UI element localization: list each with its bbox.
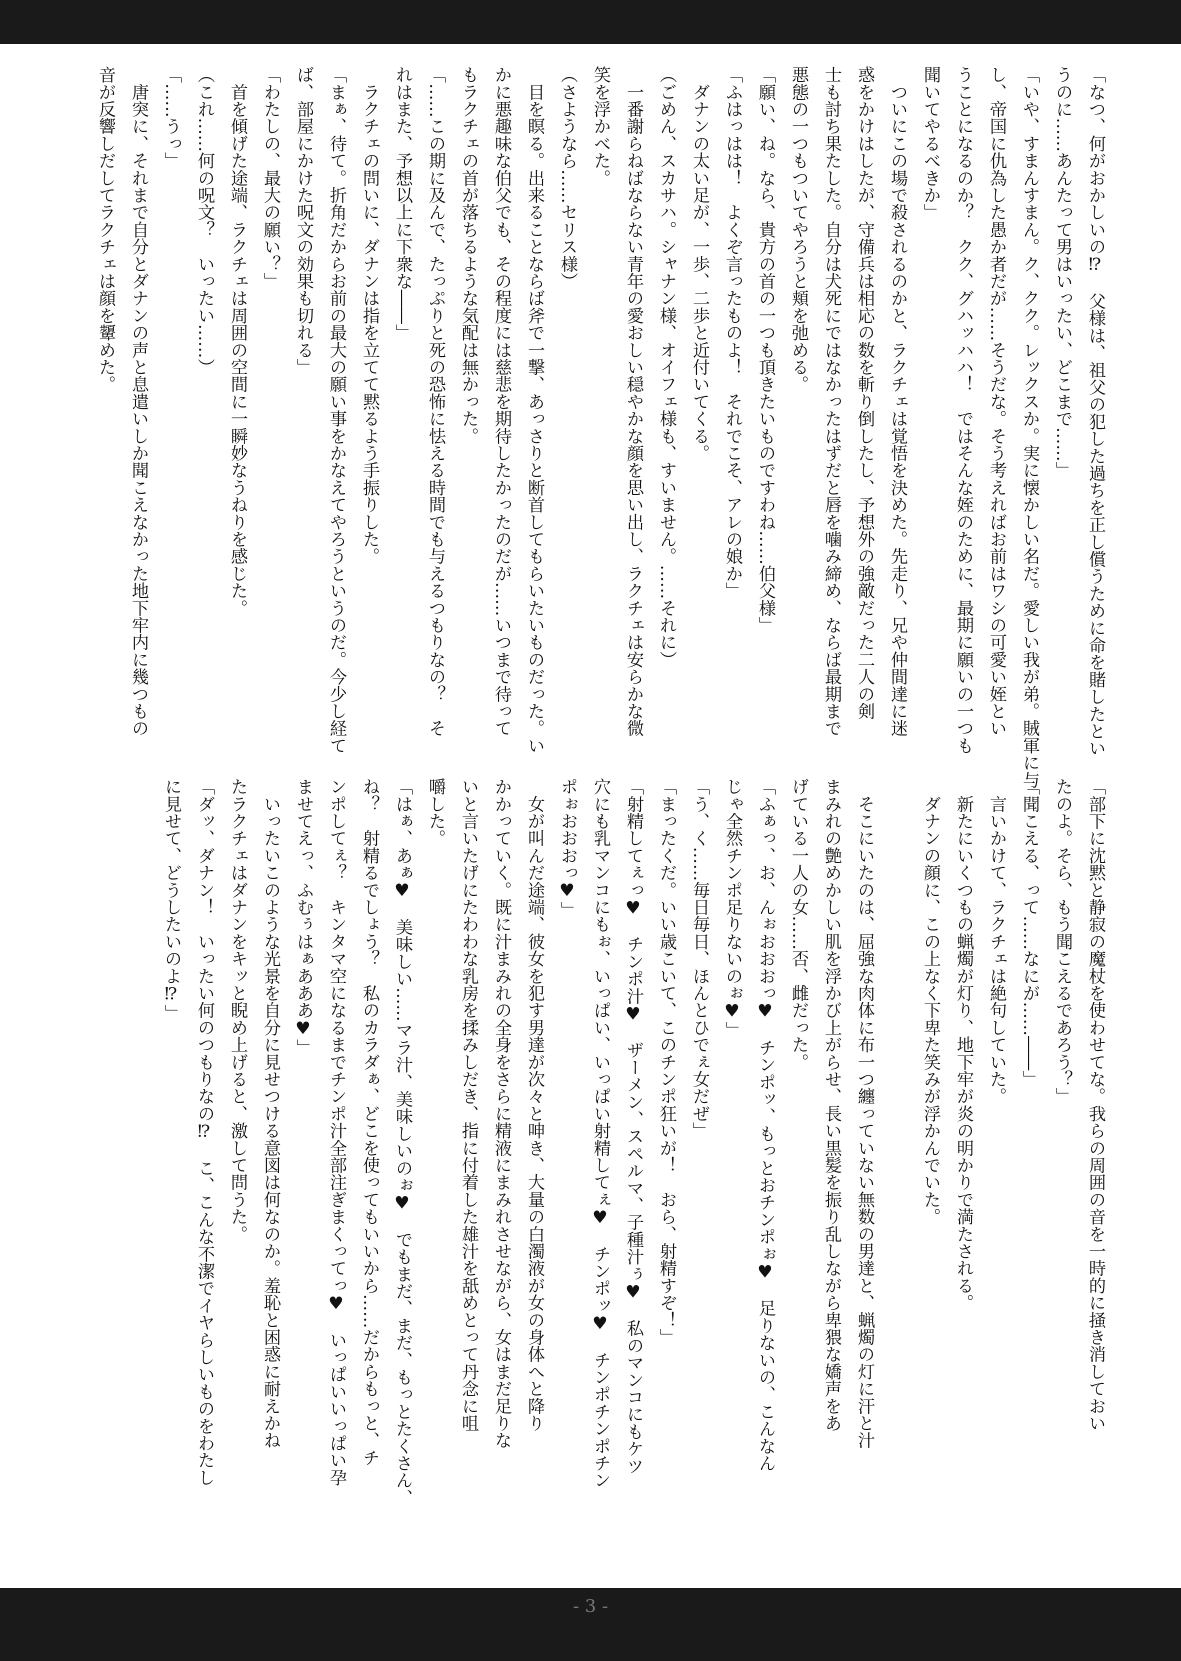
- text-column: もラクチェの首が落ちるような気配は無かった。: [458, 66, 478, 445]
- text-block-upper: [88, 66, 1111, 789]
- text-column: に見せて、どうしたいのよ⁉」: [161, 778, 181, 1022]
- text-column: 「聞こえる、って……なにが……――」: [1019, 778, 1039, 1088]
- text-column: げている一人の女……否、雌だった。: [788, 778, 808, 1071]
- text-column: うのに……あんたって男はいったい、どこまで……」: [1052, 66, 1072, 479]
- text-column: し、帝国に仇為した愚か者だが……そうだな。そう考えればお前はワシの可愛い姪とい: [986, 66, 1006, 737]
- text-column: 「……うっ」: [161, 66, 181, 170]
- text-column: まみれの艶めかしい肌を浮かび上がらせ、長い黒髪を振り乱しながら卑猥な嬌声をあ: [821, 778, 841, 1432]
- text-column: いったいこのような光景を自分に見せつける意図は何なのか。羞恥と困惑に耐えかね: [260, 778, 280, 1449]
- text-column: 士も討ち果たした。自分は犬死にではなかったはずだと唇を噛み締め、ならば最期まで: [821, 66, 841, 737]
- text-column: 穴にも乳マンコにもぉ、いっぱい、いっぱい射精してぇ♥ チンポッ♥ チンポチンポチン: [590, 778, 610, 1489]
- text-column: [880, 778, 913, 1428]
- page-number: - 3 -: [572, 1596, 609, 1617]
- text-column: ついにこの場で殺されるのかと、ラクチェは覚悟を決めた。先走り、兄や仲間達に迷: [887, 66, 907, 737]
- text-column: 「射精してぇっ♥ チンポ汁♥ ザーメン、スペルマ、子種汁ぅ♥ 私のマンコにもケツ: [623, 778, 643, 1475]
- text-column: 嚼した。: [425, 778, 445, 847]
- text-column: 聞いてやるべきか」: [920, 66, 940, 221]
- text-column: 目を瞑る。出来ることならば斧で一撃、あっさりと断首してもらいたいものだった。い: [524, 66, 544, 754]
- text-column: 音が反響しだしてラクチェは顔を顰めた。: [95, 66, 115, 393]
- text-column: 笑を浮かべた。: [590, 66, 610, 187]
- text-column: ポぉおおおっ♥」: [557, 778, 577, 919]
- scan-border-top: [0, 0, 1181, 44]
- text-block-lower: [154, 778, 1111, 1506]
- text-column: ダナンの太い足が、一歩、二歩と近付いてくる。: [689, 66, 709, 462]
- text-column: じゃ全然チンポ足りないのぉ♥」: [722, 778, 742, 1039]
- text-column: 一番謝らねばならない青年の愛おしい穏やかな顔を思い出し、ラクチェは安らかな微: [623, 66, 643, 737]
- text-column: （さようなら……セリス様）: [557, 66, 577, 290]
- text-column: 「願い、ね。なら、貴方の首の一つも頂きたいものですわね……伯父様」: [755, 66, 775, 634]
- text-column: 「なつ、何がおかしいの⁉ 父様は、祖父の犯した過ちを正し償うために命を賭したとい: [1085, 66, 1105, 757]
- text-column: 惑をかけはしたが、守備兵は相応の数を斬り倒したし、予想外の強敵だった二人の剣: [854, 66, 874, 720]
- text-column: ませてえっ、ふむぅはぁあああ♥」: [293, 778, 313, 1056]
- text-column: そこにいたのは、屈強な肉体に布一つ纏っていない無数の男達と、蝋燭の灯に汗と汁: [854, 778, 874, 1449]
- text-column: たのよ。そら、もう聞こえるであろう？」: [1052, 778, 1072, 1105]
- text-column: かに悪趣味な伯父でも、その程度には慈悲を期待したかったのだが……いつまで待って: [491, 66, 511, 737]
- text-column: 女が叫んだ途端、彼女を犯す男達が次々と呻き、大量の白濁液が女の身体へと降り: [524, 778, 544, 1432]
- text-column: うことになるのか？ クク、グハッハハ！ ではそんな姪のために、最期に願いの一つも: [953, 66, 973, 754]
- text-column: 「部下に沈黙と静寂の魔杖を使わせてな。我らの周囲の音を一時的に掻き消しておい: [1085, 778, 1105, 1432]
- text-column: 唐突に、それまで自分とダナンの声と息遣いしか聞こえなかった地下牢内に幾つもの: [128, 66, 148, 737]
- text-column: 「わたしの、最大の願い？」: [260, 66, 280, 290]
- text-column: 「ふはっはは！ よくぞ言ったものよ！ それでこそ、アレの娘か」: [722, 66, 742, 600]
- text-column: ンポしてぇ？ キンタマ空になるまでチンポ汁全部注ぎまくってっ♥ いっぱいいっぱい孕: [326, 778, 346, 1486]
- text-column: ね？ 射精るでしょう？ 私のカラダぁ、どこを使ってもいいから……だからもっと、チ: [359, 778, 379, 1466]
- text-column: たラクチェはダナンをキッと睨め上げると、激して問うた。: [227, 778, 247, 1243]
- text-column: 言いかけて、ラクチェは絶句していた。: [986, 778, 1006, 1105]
- text-column: 「まぁ、待て。折角だからお前の最大の願い事をかなえてやろうというのだ。今少し経て: [326, 66, 346, 754]
- text-column: 「いや、すまんすまん。ク、クク。レックスか。実に懐かしい名だ。愛しい我が弟。賊軍に与: [1019, 66, 1039, 789]
- text-column: 「まったくだ。いい歳こいて、このチンポ狂いが！ おら、射精すぞ！」: [656, 778, 676, 1346]
- text-column: 「……この期に及んで、たっぷりと死の恐怖に怯える時間でも与えるつもりなの？ そ: [425, 66, 445, 737]
- text-column: いと言いたげにたわわな乳房を揉みしだき、指に付着した雄汁を舐めとって丹念に咀: [458, 778, 478, 1432]
- text-column: （ごめん、スカサハ。シャナン様、オイフェ様も、すいません。……それに）: [656, 66, 676, 668]
- text-column: 新たにいくつもの蝋燭が灯り、地下牢が炎の明かりで満たされる。: [953, 778, 973, 1312]
- text-column: かかっていく。既に汁まみれの全身をさらに精液にまみれさせながら、女はまだ足りな: [491, 778, 511, 1449]
- text-column: 「ふぁっ、お、んぉおおおっ♥ チンポッ、もっとおチンポぉ♥ 足りないの、こんなん: [755, 778, 775, 1472]
- text-column: （これ……何の呪文？ いったい……）: [194, 66, 214, 376]
- text-column: 首を傾げた途端、ラクチェは周囲の空間に一瞬妙なうねりを感じた。: [227, 66, 247, 617]
- text-column: ダナンの顔に、この上なく下卑た笑みが浮かんでいた。: [920, 778, 940, 1226]
- text-column: ラクチェの問いに、ダナンは指を立てて黙るよう手振りした。: [359, 66, 379, 565]
- text-column: ば、部屋にかけた呪文の効果も切れる」: [293, 66, 313, 376]
- text-column: 悪態の一つもついてやろうと頬を弛める。: [788, 66, 808, 393]
- text-column: 「はぁ、あぁ♥ 美味しい……マラ汁、美味しいのぉ♥ でもまだ、まだ、もっとたくさん、: [392, 778, 412, 1506]
- text-column: 「う、く……毎日毎日、ほんとひでぇ女だぜ」: [689, 778, 709, 1140]
- text-column: れはまた、予想以上に下衆な――」: [392, 66, 412, 342]
- text-column: 「ダッ、ダナン！ いったい何のつもりなの⁉ こ、こんな不潔でイヤらしいものをわたし: [194, 778, 214, 1486]
